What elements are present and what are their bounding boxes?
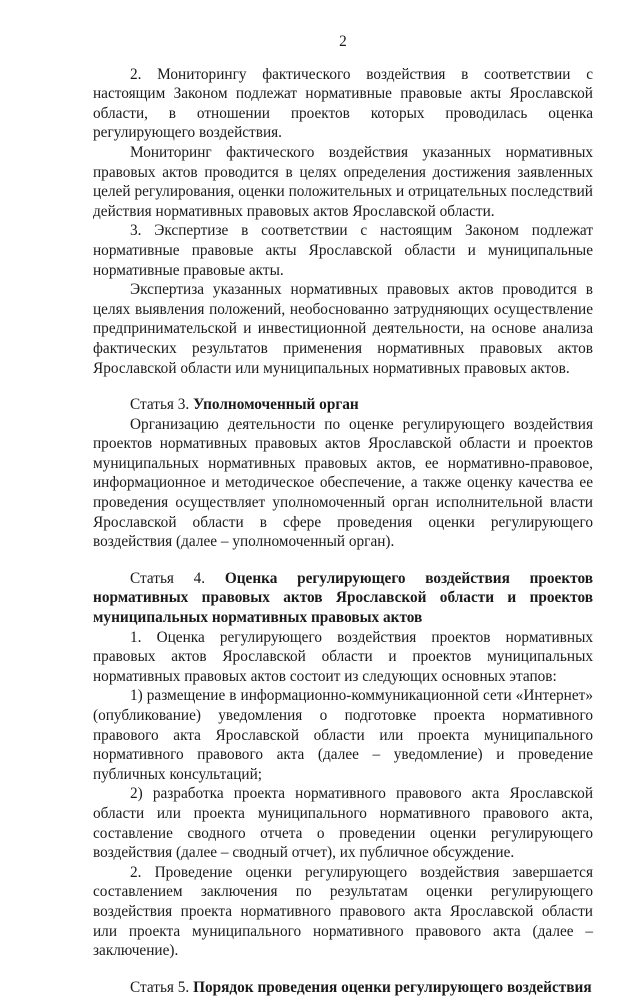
article-heading <box>93 569 593 628</box>
page-number: 2 <box>339 33 347 50</box>
article-title: Оценка регулирующего воздействия проектов нормативных правовых актов Ярославской области и проектов муниципальных нормативных правовых актов <box>93 569 593 627</box>
paragraph: 3. Экспертизе в соответствии с настоящим Законом подлежат нормативные правовые акты Ярославской области и муниципальные нормативные правовые акты. <box>93 222 593 279</box>
section-gap <box>93 961 593 978</box>
article-heading <box>93 978 593 997</box>
paragraph: Экспертиза указанных нормативных правовых актов проводится в целях выявления положений, необоснованно затрудняющих осуществление предпринимательской и инвестиционной деятельности, на основе анализа фактических результатов применения нормативных правовых актов Ярославской области или муниципальных нормативных правовых актов. <box>93 281 593 377</box>
paragraph: Организацию деятельности по оценке регулирующего воздействия проектов нормативных правовых актов Ярославской области и проектов муниципальных нормативных правовых актов, ее нормативно-правовое, информационное и методическое обеспечение, а также оценку качества ее проведения осуществляет уполномоченный орган исполнительной власти Ярославской области в сфере проведения оценки регулирующего воздействия (далее – уполномоченный орган). <box>93 415 593 551</box>
paragraph: Мониторинг фактического воздействия указанных нормативных правовых актов проводится в целях определения достижения заявленных целей регулирования, оценки положительных и отрицательных последствий действия нормативных правовых актов Ярославской области. <box>93 143 593 220</box>
article-number: Статья 4. <box>130 569 225 587</box>
section-gap <box>93 552 593 569</box>
document-body <box>93 65 593 997</box>
article-number: Статья 3. <box>130 396 194 414</box>
paragraph: 2. Мониторингу фактического воздействия в соответствии с настоящим Законом подлежат нормативные правовые акты Ярославской области, в отношении проектов которых проводилась оценка регулирующего воздействия. <box>93 65 593 142</box>
article-heading <box>93 395 593 415</box>
article-title: Порядок проведения оценки регулирующего воздействия <box>193 978 592 996</box>
paragraph: 2) разработка проекта нормативного правового акта Ярославской области или проекта муниципального нормативного правового акта, составление сводного отчета о проведении оценки регулирующего воздействия (далее – сводный отчет), их публичное обсуждение. <box>93 785 593 862</box>
article-title: Уполномоченный орган <box>193 396 359 414</box>
article-number: Статья 5. <box>130 978 194 996</box>
paragraph: 1) размещение в информационно-коммуникационной сети «Интернет» (опубликование) уведомления о подготовке проекта нормативного правового акта Ярославской области или проекта муниципального нормативного правового акта (далее – уведомление) и проведение публичных консультаций; <box>93 687 593 783</box>
section-gap <box>93 378 593 395</box>
paragraph: 1. Оценка регулирующего воздействия проектов нормативных правовых актов Ярославской области и проектов муниципальных нормативных правовых актов состоит из следующих основных этапов: <box>93 628 593 685</box>
paragraph: 2. Проведение оценки регулирующего воздействия завершается составлением заключения по результатам оценки регулирующего воздействия проекта нормативного правового акта Ярославской области или проекта муниципального нормативного правового акта (далее – заключение). <box>93 863 593 960</box>
